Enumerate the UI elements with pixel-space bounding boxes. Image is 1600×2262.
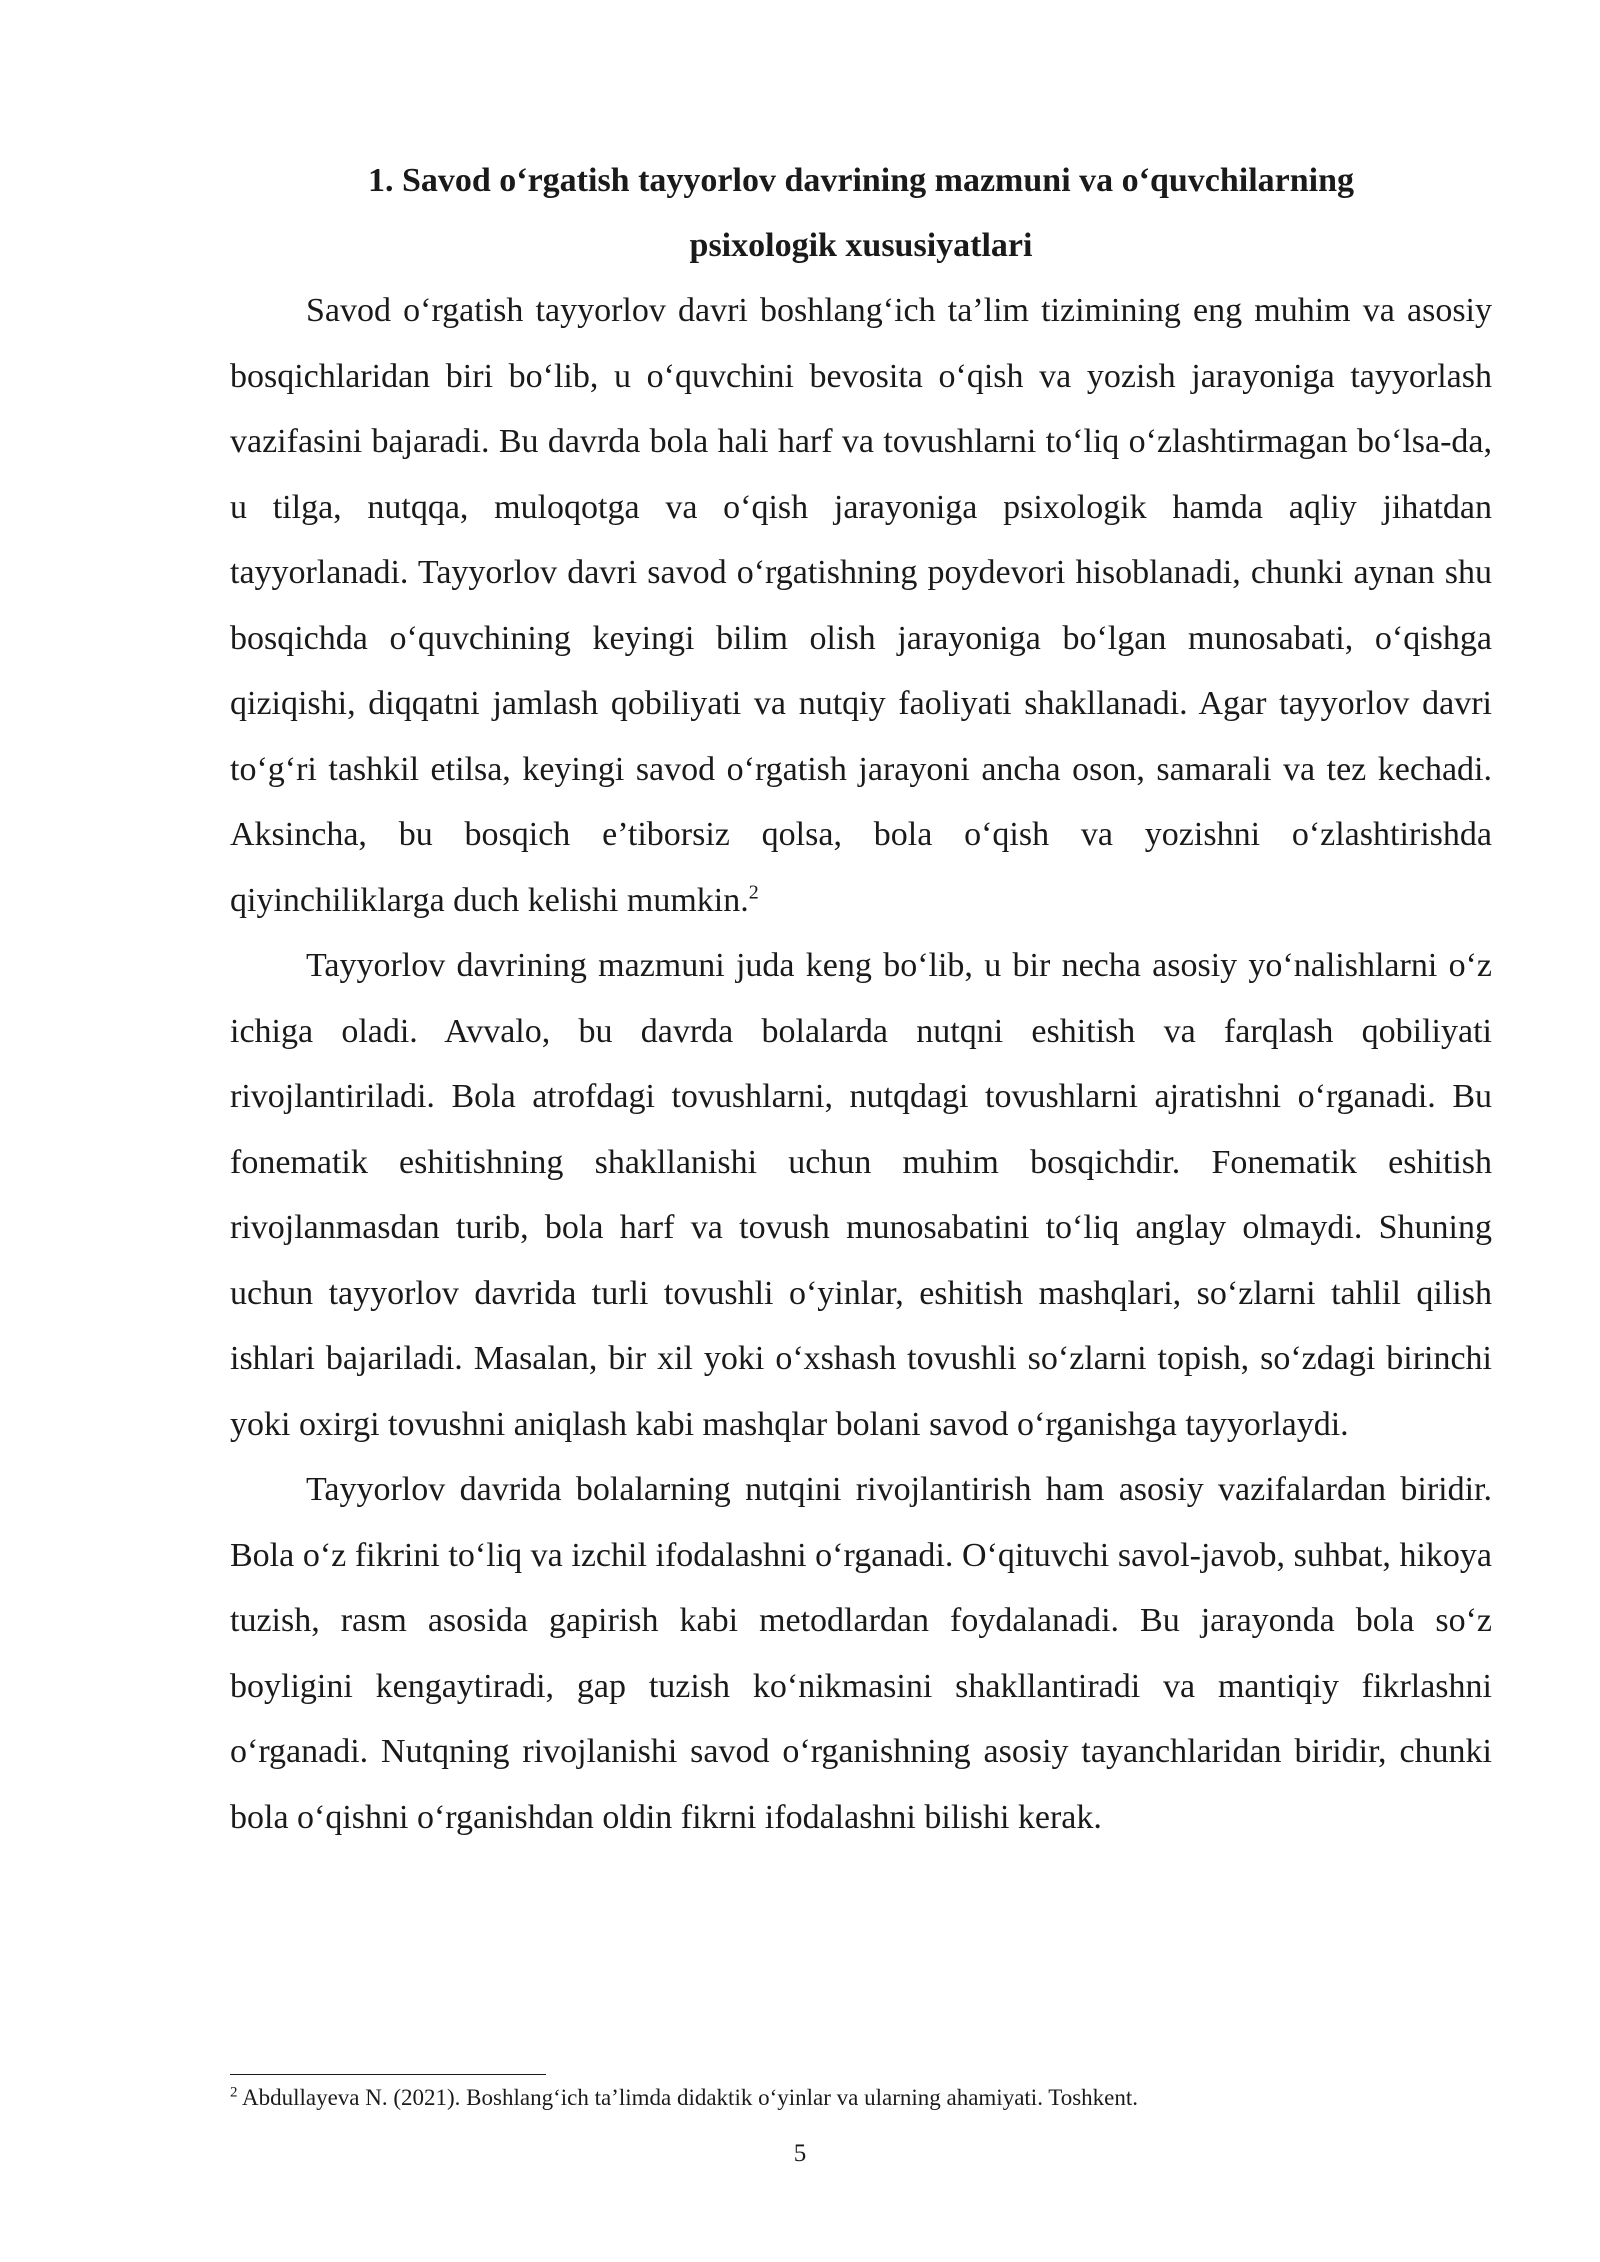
footnote-mark: 2 bbox=[230, 2084, 238, 2101]
footnote-separator bbox=[230, 2074, 546, 2075]
paragraph-3-text: Tayyorlov davrida bolalarning nutqini rivojlantirish ham asosiy vazifalardan biridir. Bola o‘z fikrini to‘liq va izchil ifodalashni o‘rganadi. O‘qituvchi savol-javob, suhbat, hikoya tuzish, rasm asosida gapirish kabi metodlardan foydalanadi. Bu jarayonda bola so‘z boyligini kengaytiradi, gap tuzish ko‘nikmasini shakllantiradi va mantiqiy fikrlashni o‘rganadi. Nutqning rivojlanishi savod o‘rganishning asosiy tayanchlaridan biridir, chunki bola o‘qishni o‘rganishdan oldin fikrni ifodalashni bilishi kerak. bbox=[230, 1471, 1492, 1836]
paragraph-2-text: Tayyorlov davrining mazmuni juda keng bo‘lib, u bir necha asosiy yo‘nalishlarni o‘z ichiga oladi. Avvalo, bu davrda bolalarda nutqni eshitish va farqlash qobiliyati rivojlantiriladi. Bola atrofdagi tovushlarni, nutqdagi tovushlarni ajratishni o‘rganadi. Bu fonematik eshitishning shakllanishi uchun muhim bosqichdir. Fonematik eshitish rivojlanmasdan turib, bola harf va tovush munosabatini to‘liq anglay olmaydi. Shuning uchun tayyorlov davrida turli tovushli o‘yinlar, eshitish mashqlari, so‘zlarni tahlil qilish ishlari bajariladi. Masalan, bir xil yoki o‘xshash tovushli so‘zlarni topish, so‘zdagi birinchi yoki oxirgi tovushni aniqlash kabi mashqlar bolani savod o‘rganishga tayyorlaydi. bbox=[230, 947, 1492, 1443]
section-heading-line-1: 1. Savod o‘rgatish tayyorlov davrining mazmuni va o‘quvchilarning bbox=[367, 162, 1355, 199]
section-heading bbox=[230, 148, 1492, 278]
paragraph-1 bbox=[230, 278, 1492, 933]
footnote-text: Abdullayeva N. (2021). Boshlang‘ich ta’limda didaktik o‘yinlar va ularning ahamiyati. Toshkent. bbox=[237, 2085, 1139, 2110]
footnote-reference: 2 bbox=[748, 881, 759, 904]
page-number: 5 bbox=[793, 2140, 807, 2167]
page-body bbox=[230, 148, 1492, 1850]
paragraph-1-text: Savod o‘rgatish tayyorlov davri boshlang‘ich ta’lim tizimining eng muhim va asosiy bosqichlaridan biri bo‘lib, u o‘quvchini bevosita o‘qish va yozish jarayoniga tayyorlash vazifasini bajaradi. Bu davrda bola hali harf va tovushlarni to‘liq o‘zlashtirmagan bo‘lsa-da, u tilga, nutqqa, muloqotga va o‘qish jarayoniga psixologik hamda aqliy jihatdan tayyorlanadi. Tayyorlov davri savod o‘rgatishning poydevori hisoblanadi, chunki aynan shu bosqichda o‘quvchining keyingi bilim olish jarayoniga bo‘lgan munosabati, o‘qishga qiziqishi, diqqatni jamlash qobiliyati va nutqiy faoliyati shakllanadi. Agar tayyorlov davri to‘g‘ri tashkil etilsa, keyingi savod o‘rgatish jarayoni ancha oson, samarali va tez kechadi. Aksincha, bu bosqich e’tiborsiz qolsa, bola o‘qish va yozishni o‘zlashtirishda qiyinchiliklarga duch kelishi mumkin. bbox=[230, 292, 1492, 919]
paragraph-2 bbox=[230, 933, 1492, 1457]
footnote bbox=[230, 2080, 1492, 2116]
paragraph-3 bbox=[230, 1457, 1492, 1850]
section-heading-line-2: psixologik xususiyatlari bbox=[689, 227, 1033, 264]
